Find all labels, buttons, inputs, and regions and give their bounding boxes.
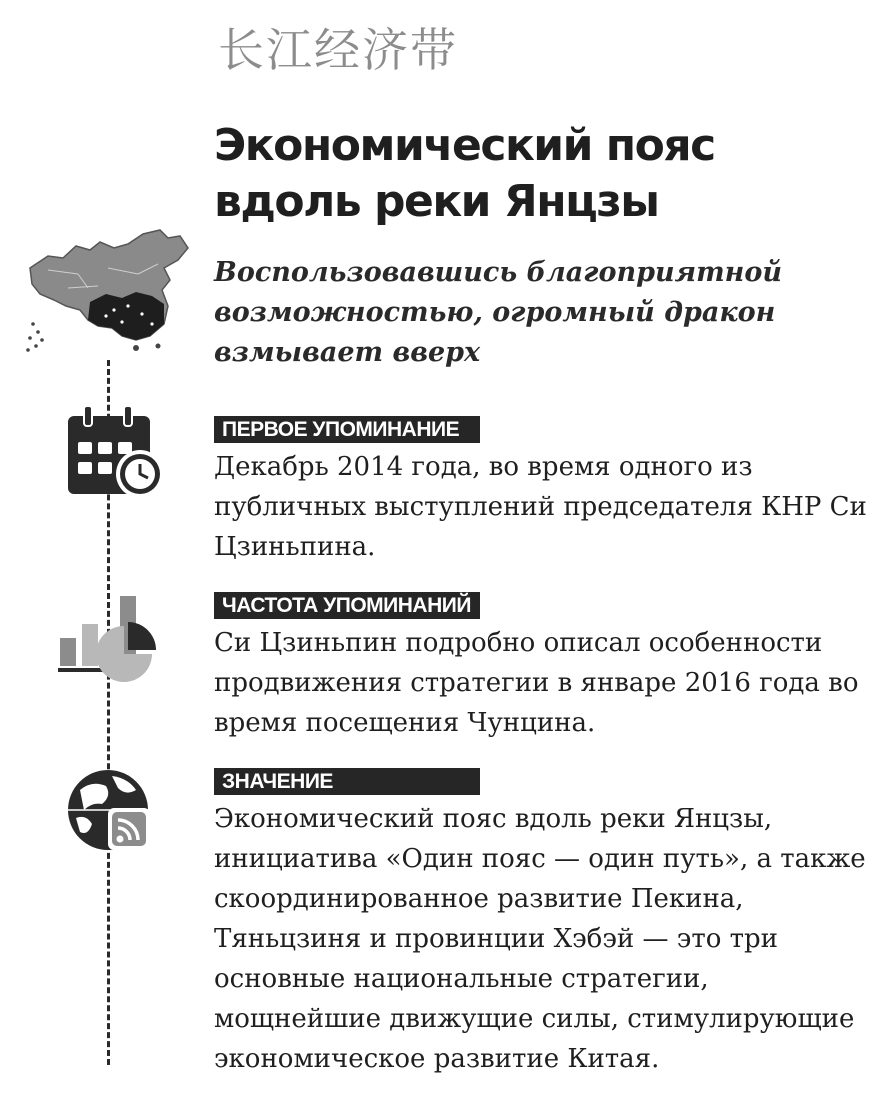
section-frequency — [214, 592, 874, 743]
china-map-icon — [18, 228, 198, 358]
section-text: Экономический пояс вдоль реки Янцзы, инициатива «Один пояс — один путь», а также скоординированное развитие Пекина, Тяньцзиня и провинции Хэбэй — это три основные национальные стратегии, мощнейшие движущие силы, стимулирующие экономическое развитие Китая. — [214, 804, 866, 1074]
section-label: ЗНАЧЕНИЕ — [214, 768, 480, 795]
section-significance — [214, 768, 874, 1079]
section-text: Си Цзиньпин подробно описал особенности продвижения стратегии в январе 2016 года во время посещения Чунцина. — [214, 628, 859, 738]
calendar-clock-icon — [62, 402, 172, 502]
bar-pie-chart-icon — [56, 592, 166, 692]
section-label: ЧАСТОТА УПОМИНАНИЙ — [214, 592, 480, 619]
page-title: Экономический пояс вдоль реки Янцзы — [214, 120, 715, 227]
section-first-mention — [214, 416, 874, 567]
subtitle: Воспользовавшись благоприятной возможностью, огромный дракон взмывает вверх — [214, 257, 783, 368]
section-label: ПЕРВОЕ УПОМИНАНИЕ — [214, 416, 480, 443]
chinese-title: 长江经济带 — [218, 23, 458, 77]
globe-rss-icon — [62, 766, 172, 866]
section-text: Декабрь 2014 года, во время одного из публичных выступлений председателя КНР Си Цзиньпина. — [214, 452, 867, 562]
